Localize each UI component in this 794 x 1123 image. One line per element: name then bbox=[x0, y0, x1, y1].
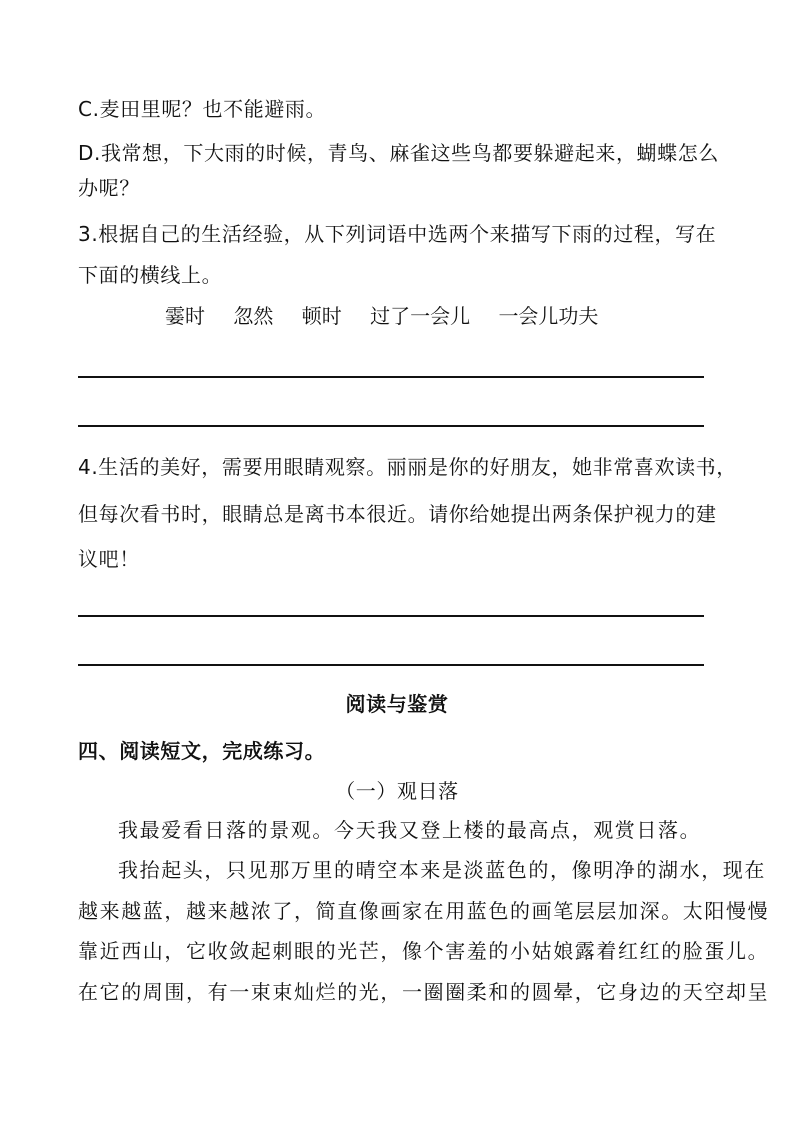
passage-line: 我最爱看日落的景观。今天我又登上楼的最高点，观赏日落。 bbox=[118, 818, 702, 842]
question-c-option: C.麦田里呢？也不能避雨。 bbox=[78, 97, 327, 121]
passage-line: 越来越蓝，越来越浓了，简直像画家在用蓝色的画笔层层加深。太阳慢慢 bbox=[78, 899, 770, 923]
question-3-line-2: 下面的横线上。 bbox=[78, 263, 223, 287]
word-option: 忽然 bbox=[233, 304, 274, 328]
word-option: 过了一会儿 bbox=[370, 304, 471, 328]
question-d-option-line-1: D.我常想，下大雨的时候，青鸟、麻雀这些鸟都要躲避起来，蝴蝶怎么 bbox=[78, 141, 719, 165]
word-option: 一会儿功夫 bbox=[498, 304, 599, 328]
word-option: 顿时 bbox=[301, 304, 342, 328]
question-4-line-2: 但每次看书时，眼睛总是离书本很近。请你给她提出两条保护视力的建 bbox=[78, 502, 717, 526]
passage-title: （一）观日落 bbox=[335, 779, 459, 803]
word-option: 霎时 bbox=[165, 304, 205, 328]
question-d-option-line-2: 办呢？ bbox=[78, 176, 140, 200]
answer-blank-line[interactable] bbox=[78, 664, 704, 666]
word-options-row bbox=[165, 303, 620, 329]
answer-blank-line[interactable] bbox=[78, 615, 704, 617]
answer-blank-line[interactable] bbox=[78, 425, 704, 427]
question-4-line-1: 4.生活的美好，需要用眼睛观察。丽丽是你的好朋友，她非常喜欢读书， bbox=[78, 455, 737, 479]
part-four-title: 四、阅读短文，完成练习。 bbox=[78, 739, 326, 763]
passage-line: 我抬起头，只见那万里的晴空本来是淡蓝色的，像明净的湖水，现在 bbox=[118, 858, 766, 882]
answer-blank-line[interactable] bbox=[78, 376, 704, 378]
question-3-line-1: 3.根据自己的生活经验，从下列词语中选两个来描写下雨的过程，写在 bbox=[78, 222, 717, 246]
question-4-line-3: 议吧！ bbox=[78, 547, 140, 571]
passage-line: 在它的周围，有一束束灿烂的光，一圈圈柔和的圆晕，它身边的天空却呈 bbox=[78, 980, 770, 1004]
section-title: 阅读与鉴赏 bbox=[345, 692, 449, 716]
passage-line: 靠近西山，它收敛起刺眼的光芒，像个害羞的小姑娘露着红红的脸蛋儿。 bbox=[78, 939, 770, 963]
